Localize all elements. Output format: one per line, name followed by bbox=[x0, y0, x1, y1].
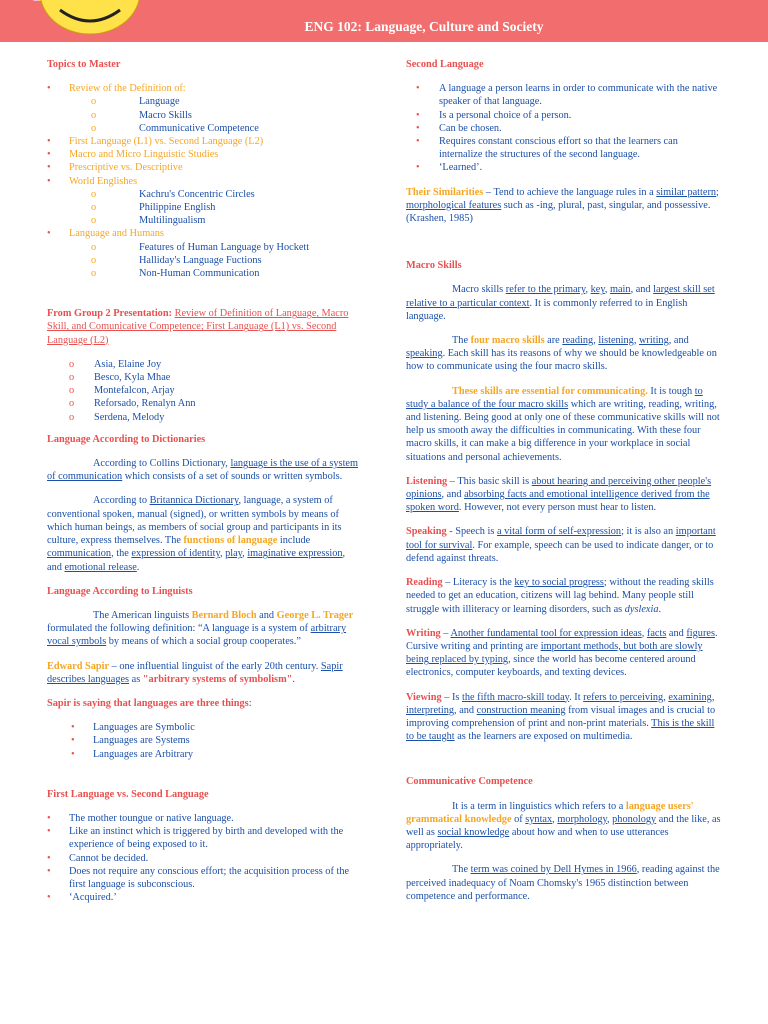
collins-paragraph: According to Collins Dictionary, language is the use of a system of communication which consists of a set of sounds or written symbols. bbox=[47, 458, 359, 483]
list-item: o Serdena, Melody bbox=[47, 411, 359, 424]
cc-p2: The term was coined by Dell Hymes in 1966, reading against the perceived inadequacy of Noam Chomsky's 1965 distinction between competence and performance. bbox=[406, 864, 720, 902]
similarities-paragraph: Their Similarities – Tend to achieve the language rules in a similar pattern; morphological features such as -ing, plural, past, singular, and possessive. (Krashen, 1985) bbox=[406, 186, 719, 225]
cc-p1: It is a term in linguistics which refers to a language users' grammatical knowledge of syntax, morphology, phonology and the like, as well as social knowledge about how and when to use utterances appropriately. bbox=[406, 800, 721, 852]
list-item: o Philippine English bbox=[69, 201, 359, 214]
list-item: • Languages are Systems bbox=[47, 734, 359, 747]
list-item: • Languages are Arbitrary bbox=[47, 748, 359, 761]
list-item: o Reforsado, Renalyn Ann bbox=[47, 397, 359, 410]
first-language-heading: First Language vs. Second Language bbox=[47, 788, 209, 800]
list-item: o Features of Human Language by Hockett bbox=[69, 241, 359, 254]
list-item: • Like an instinct which is triggered by birth and developed with the experience of being exposed to it. bbox=[47, 825, 359, 851]
list-item: o Multilingualism bbox=[69, 214, 359, 227]
macro-p1: Macro skills refer to the primary, key, main, and largest skill set relative to a particular context. It is commonly referred to in English language. bbox=[406, 284, 715, 322]
list-item: • World Englishes o Kachru's Concentric Circles o Philippine English o Multilingualism bbox=[47, 175, 359, 228]
list-item: o Communicative Competence bbox=[69, 122, 359, 135]
left-column bbox=[47, 58, 359, 904]
britannica-paragraph: According to Britannica Dictionary, language, a system of conventional spoken, manual (signed), or written symbols by means of which human beings, as members of social group and participants in its culture, express themselves. The functions of language include communication, the expression of identity, play, imaginative expression, and emotional release. bbox=[47, 495, 346, 573]
list-item: • Does not require any conscious effort; the acquisition process of the first language is subconscious. bbox=[47, 865, 359, 891]
list-item: o Halliday's Language Fuctions bbox=[69, 254, 359, 267]
bloch-trager-paragraph: The American linguists Bernard Bloch and George L. Trager formulated the following definition: “A language is a system of arbitrary vocal symbols by means of which a social group cooperates.” bbox=[47, 609, 354, 648]
page-title: ENG 102: Language, Culture and Society bbox=[304, 19, 544, 34]
header-banner bbox=[0, 0, 768, 42]
list-item: • Languages are Symbolic bbox=[47, 721, 359, 734]
list-item: • First Language (L1) vs. Second Language (L2) bbox=[47, 135, 359, 148]
list-item: • Macro and Micro Linguistic Studies bbox=[47, 148, 359, 161]
list-item: o Macro Skills bbox=[69, 109, 359, 122]
list-item: • The mother toungue or native language. bbox=[47, 812, 359, 825]
list-item: o Language bbox=[69, 95, 359, 108]
list-item: • ‘Acquired.’ bbox=[47, 891, 359, 904]
list-item: • Review of the Definition of: o Language o Macro Skills o Communicative Competence bbox=[47, 82, 359, 135]
list-item: • Can be chosen. bbox=[406, 122, 722, 135]
dictionaries-heading: Language According to Dictionaries bbox=[47, 433, 206, 445]
list-item: • A language a person learns in order to communicate with the native speaker of that language. bbox=[406, 82, 722, 108]
macro-p3: These skills are essential for communicating. It is tough to study a balance of the four macro skills which are writing, reading, writing, and listening. Being good at only one of these communicative skills will not help us smooth away the difficulties in communicating. With these four macro skills, it can make a big difference in your workplace in social situations and personal achievements. bbox=[406, 385, 720, 463]
group-presentation: From Group 2 Presentation: Review of Definition of Language, Macro Skill, and Comunicative Competence; First Language (L1) vs. Second Language (L2) bbox=[47, 308, 349, 346]
listening-paragraph: Listening – This basic skill is about hearing and perceiving other people's opinions, and absorbing facts and emotional intelligence derived from the spoken word. However, not every person must hear to listen. bbox=[406, 475, 712, 514]
speaking-paragraph: Speaking - Speech is a vital form of self-expression; it is also an important tool for survival. For example, speech can be used to indicate danger, or to defend against threats. bbox=[406, 526, 716, 564]
list-item: • Language and Humans o Features of Human Language by Hockett o Halliday's Language Fuctions o Non-Human Communication bbox=[47, 227, 359, 280]
topics-heading: Topics to Master bbox=[47, 59, 121, 70]
reading-paragraph: Reading – Literacy is the key to social progress; without the reading skills needed to get an education, citizens will lag behind. Many people still struggle with illiteracy or learning disorders, such as dyslexia. bbox=[406, 577, 714, 615]
sapir-paragraph: Edward Sapir – one influential linguist of the early 20th century. Sapir describes languages as "arbitrary systems of symbolism". bbox=[47, 660, 343, 685]
communicative-competence-heading: Communicative Competence bbox=[406, 776, 533, 788]
second-language-heading: Second Language bbox=[406, 59, 484, 70]
viewing-paragraph: Viewing – Is the fifth macro-skill today. It refers to perceiving, examining, interpreting, and construction meaning from visual images and is crucial to improving comprehension of print and non-print materials. This is the skill to be taught as the learners are exposed on multimedia. bbox=[406, 691, 716, 743]
list-item: o Asia, Elaine Joy bbox=[47, 358, 359, 371]
writing-paragraph: Writing – Another fundamental tool for expression ideas, facts and figures. Cursive writing and printing are important methods, but both are slowly being replaced by typing, since the world has become centered around electronics, computer keyboards, and texting devices. bbox=[406, 627, 718, 679]
sapir-three-things: Sapir is saying that languages are three things: bbox=[47, 697, 252, 709]
list-item: o Besco, Kyla Mhae bbox=[47, 371, 359, 384]
list-item: • ‘Learned’. bbox=[406, 161, 722, 174]
macro-p2: The four macro skills are reading, listening, writing, and speaking. Each skill has its reasons of why we should be knowledgeable on how to communicate using the four macro skills. bbox=[406, 335, 717, 373]
list-item: o Kachru's Concentric Circles bbox=[69, 188, 359, 201]
list-item: • Prescriptive vs. Descriptive bbox=[47, 161, 359, 174]
list-item: • Requires constant conscious effort so that the learners can internalize the structures of the second language. bbox=[406, 135, 722, 161]
linguists-heading: Language According to Linguists bbox=[47, 585, 193, 597]
list-item: o Montefalcon, Arjay bbox=[47, 384, 359, 397]
list-item: • Is a personal choice of a person. bbox=[406, 109, 722, 122]
macro-skills-heading: Macro Skills bbox=[406, 260, 462, 272]
list-item: o Non-Human Communication bbox=[69, 267, 359, 280]
list-item: • Cannot be decided. bbox=[47, 852, 359, 865]
right-column bbox=[406, 58, 722, 903]
